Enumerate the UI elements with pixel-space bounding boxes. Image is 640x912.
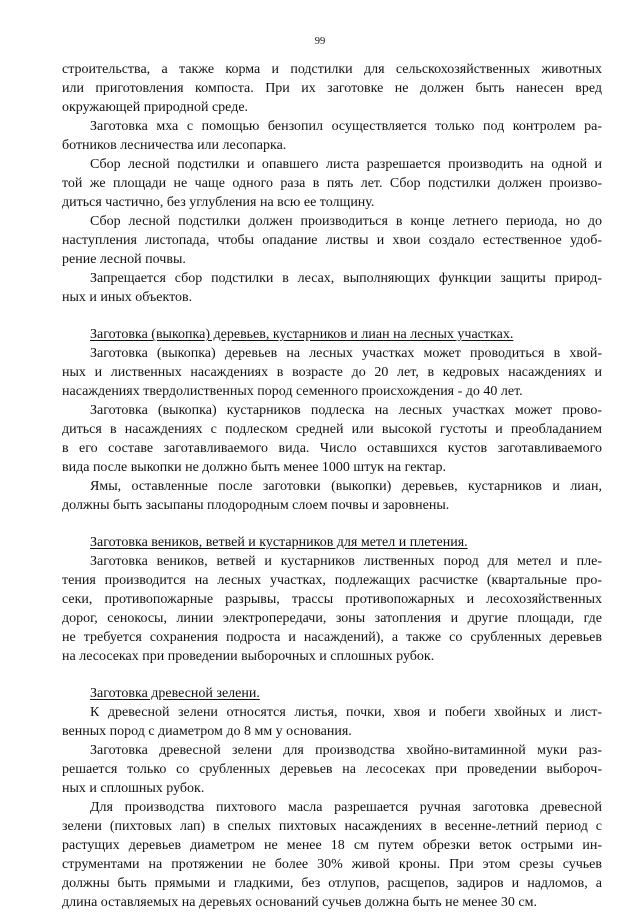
text-line: растущих деревьев диаметром не менее 18 см путем обрезки веток острыми ин-: [62, 838, 602, 853]
text-line: длина оставляемых на деревьях оснований сучьев должна быть не менее 30 см.: [62, 895, 537, 910]
text-line: на лесосеках при проведении выборочных и сплошных рубок.: [62, 649, 435, 664]
text-line: ных и лиственных насаждениях в возрасте до 20 лет, в кедровых насаждениях и: [62, 365, 602, 380]
text-line: ных и сплошных рубок.: [62, 781, 205, 796]
text-line: струментами на протяжении не более 30% живой кроны. При этом срезы сучьев: [62, 857, 602, 872]
section-gap: [62, 515, 602, 533]
paragraph-continuation: [62, 60, 602, 117]
paragraph-litter-collection-frequency: [62, 155, 602, 212]
text-line: Запрещается сбор подстилки в лесах, выполняющих функции защиты природ-: [90, 271, 602, 286]
section-gap: [62, 307, 602, 325]
paragraph-fir-oil: [62, 798, 602, 912]
paragraph-shrub-digging: [62, 401, 602, 477]
page-content: [62, 60, 602, 912]
text-line: Сбор лесной подстилки должен производиться в конце летнего периода, но до: [90, 214, 602, 229]
paragraph-litter-collection-prohibition: [62, 269, 602, 307]
text-line: насаждениях твердолиственных пород семенного происхождения - до 40 лет.: [62, 384, 523, 399]
section-heading-tree-greenery: Заготовка древесной зелени.: [90, 686, 260, 701]
text-line: ботников лесничества или лесопарка.: [62, 138, 287, 153]
text-line: должны быть засыпаны плодородным слоем почвы и заровнены.: [62, 498, 450, 513]
text-line: дорог, сенокосы, линии электропередачи, зоны затопления и другие площади, где: [62, 611, 602, 626]
text-line: диться частично, без углубления на всю ее толщину.: [62, 195, 375, 210]
text-line: Заготовка (выкопка) деревьев на лесных участках может проводиться в хвой-: [90, 346, 602, 361]
paragraph-moss-harvesting: [62, 117, 602, 155]
section-heading-tree-digging: Заготовка (выкопка) деревьев, кустарников и лиан на лесных участках.: [90, 327, 514, 342]
paragraph-litter-collection-season: [62, 212, 602, 269]
text-line: или приготовления компоста. При их заготовке не должен быть нанесен вред: [62, 81, 602, 96]
text-line: Сбор лесной подстилки и опавшего листа разрешается производить на одной и: [90, 157, 602, 172]
paragraph-greenery-definition: [62, 703, 602, 741]
text-line: строительства, а также корма и подстилки для сельскохозяйственных животных: [62, 62, 602, 77]
text-line: ных и иных объектов.: [62, 290, 193, 305]
text-line: Заготовка древесной зелени для производства хвойно-витаминной муки раз-: [90, 743, 602, 758]
text-line: Заготовка мха с помощью бензопил осуществляется только под контролем ра-: [90, 119, 602, 134]
text-line: вида после выкопки не должно быть менее 1000 штук на гектар.: [62, 460, 447, 475]
text-line: не требуется сохранения подроста и насаждений), а также со срубленных деревьев: [62, 630, 602, 645]
text-line: рение лесной почвы.: [62, 252, 186, 267]
text-line: Ямы, оставленные после заготовки (выкопки) деревьев, кустарников и лиан,: [90, 479, 602, 494]
text-line: зелени (пихтовых лап) в спелых пихтовых насаждениях в весенне-летний период с: [62, 819, 602, 834]
section-heading-brooms-branches: Заготовка веников, ветвей и кустарников для метел и плетения.: [90, 535, 468, 550]
page-number: 99: [314, 36, 326, 47]
paragraph-pit-backfill: [62, 477, 602, 515]
paragraph-brooms-branches: [62, 552, 602, 666]
text-line: окружающей природной среде.: [62, 100, 249, 115]
text-line: должны быть прямыми и гладкими, без отлупов, расщепов, задиров и надломов, а: [62, 876, 602, 891]
text-line: секи, противопожарные разрывы, трассы противопожарных и лесохозяйственных: [62, 592, 602, 607]
text-line: Заготовка (выкопка) кустарников подлеска на лесных участках может прово-: [90, 403, 602, 418]
text-line: наступления листопада, чтобы опадание листвы и хвои создало естественное удоб-: [62, 233, 602, 248]
paragraph-tree-digging: [62, 344, 602, 401]
text-line: решается только со срубленных деревьев на лесосеках при проведении выбороч-: [62, 762, 602, 777]
text-line: Для производства пихтового масла разрешается ручная заготовка древесной: [90, 800, 602, 815]
text-line: Заготовка веников, ветвей и кустарников лиственных пород для метел и пле-: [90, 554, 602, 569]
text-line: той же площади не чаще одного раза в пять лет. Сбор подстилки должен произво-: [62, 176, 602, 191]
text-line: тения производится на лесных участках, подлежащих расчистке (квартальные про-: [62, 573, 602, 588]
text-line: в его составе заготавливаемого вида. Число оставшихся кустов заготавливаемого: [62, 441, 602, 456]
paragraph-vitamin-flour: [62, 741, 602, 798]
section-gap: [62, 666, 602, 684]
text-line: диться в насаждениях с подлеском средней или высокой густоты и преобладанием: [62, 422, 602, 437]
text-line: К древесной зелени относятся листья, почки, хвоя и побеги хвойных и лист-: [90, 705, 602, 720]
text-line: венных пород с диаметром до 8 мм у основания.: [62, 724, 352, 739]
